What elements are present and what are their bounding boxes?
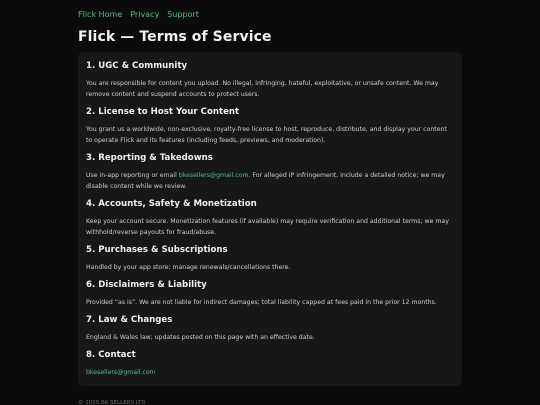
nav-link-support[interactable]: Support [167,10,199,19]
section-heading: 4. Accounts, Safety & Monetization [86,199,257,209]
footer-copyright: © 2025 BK SELLERS LTD [78,400,146,405]
section-ugc [86,60,454,100]
section-heading: 5. Purchases & Subscriptions [86,245,228,255]
reporting-email-link[interactable]: bkesellers@gmail.com [178,172,249,179]
contact-email-link[interactable]: bkesellers@gmail.com [86,369,156,376]
section-law [86,314,454,343]
section-purchases [86,244,454,273]
page-title: Flick — Terms of Service [78,29,272,45]
section-heading: 8. Contact [86,350,136,360]
section-body [86,170,454,192]
section-heading: 1. UGC & Community [86,61,188,71]
section-body: Provided “as is”. We are not liable for indirect damages; total liability capped at fees paid in the prior 12 months. [86,299,437,306]
section-accounts [86,198,454,238]
section-reporting [86,152,454,192]
section-body: You are responsible for content you upload. No illegal, infringing, hateful, exploitative, or unsafe content. We may remove content and suspend accounts to protect users. [86,80,439,98]
section-body: England & Wales law; updates posted on this page with an effective date. [86,334,315,341]
section-heading: 7. Law & Changes [86,315,173,325]
section-heading: 6. Disclaimers & Liability [86,280,207,290]
section-heading: 2. License to Host Your Content [86,107,240,117]
top-nav [78,10,199,19]
nav-link-flick-home[interactable]: Flick Home [78,10,123,19]
section-body: Handled by your app store; manage renewals/cancellations there. [86,264,291,271]
reporting-text-before: Use in-app reporting or email [86,172,179,179]
section-body: Keep your account secure. Monetization features (if available) may require verification and additional terms; we may withhold/reverse payouts for fraud/abuse. [86,218,449,236]
section-disclaimers [86,279,454,308]
section-body [86,367,454,378]
reporting-text-after: . For alleged IP infringement, include a detailed notice; we may disable content while we review. [86,172,445,190]
section-heading: 3. Reporting & Takedowns [86,153,213,163]
nav-link-privacy[interactable]: Privacy [130,10,160,19]
section-contact [86,349,454,378]
terms-card [78,52,462,386]
section-body: You grant us a worldwide, non-exclusive, royalty-free license to host, reproduce, distribute, and display your content to operate Flick and its features (including feeds, previews, and moderation). [86,126,447,144]
section-license [86,106,454,146]
